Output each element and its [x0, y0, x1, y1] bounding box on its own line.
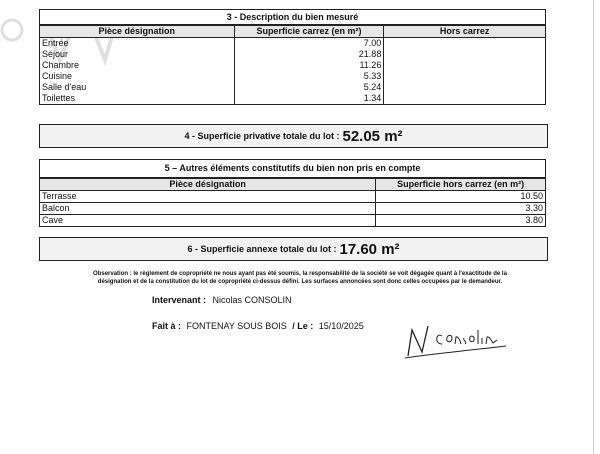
observation-line-2: désignation et de la constitution du lot de copropriété ci-dessus défini. Les surfaces annoncées sont donc celles occupées par le demandeur. — [97, 279, 503, 285]
section-5-header-row — [40, 179, 546, 191]
table-row — [40, 71, 546, 82]
intervenant-label: Intervenant : — [152, 295, 207, 305]
observation-line-1: Observation : le règlement de copropriété ne nous ayant pas été soumis, la responsabilité de la société se voit dégagée quant à l'exactitude de la — [93, 271, 507, 277]
total-privative-value: 52.05 m² — [342, 127, 403, 145]
observation-text — [50, 270, 550, 286]
table-row — [40, 191, 546, 203]
hors-carrez-value: 3.80 — [376, 215, 546, 227]
fait-date-label: / Le : — [292, 321, 314, 331]
hors-value — [384, 71, 546, 82]
carrez-value: 5.24 — [234, 82, 384, 93]
total-annexe-label: 6 - Superficie annexe totale du lot : — [187, 244, 337, 254]
total-annexe-value: 17.60 m² — [339, 240, 400, 258]
carrez-value: 1.34 — [234, 93, 384, 104]
total-privative-label: 4 - Superficie privative totale du lot : — [184, 131, 340, 141]
piece-name: Entrée — [40, 38, 235, 50]
section-3-table — [39, 25, 546, 104]
hors-value — [384, 60, 546, 71]
table-row — [40, 38, 546, 50]
piece-name: Salle d'eau — [40, 82, 235, 93]
piece-name: Terrasse — [40, 191, 376, 203]
carrez-value: 7.00 — [234, 38, 384, 50]
table-row — [40, 49, 546, 60]
hors-carrez-value: 3.30 — [376, 203, 546, 215]
hors-value — [384, 38, 546, 50]
page-edge — [593, 0, 594, 454]
total-annexe-box — [39, 237, 548, 261]
table-row — [40, 93, 546, 104]
fait-date: 15/10/2025 — [318, 321, 364, 331]
section-3 — [39, 9, 546, 105]
section-3-title: 3 - Description du bien mesuré — [39, 9, 546, 25]
col-header-piece: Pièce désignation — [40, 26, 235, 38]
col-header-hors: Hors carrez — [384, 26, 546, 38]
table-row — [40, 215, 546, 227]
total-privative-box — [39, 124, 548, 148]
piece-name: Cuisine — [40, 71, 235, 82]
hors-value — [384, 82, 546, 93]
section-3-header-row — [40, 26, 546, 38]
fait-line — [152, 321, 364, 331]
piece-name: Cave — [40, 215, 376, 227]
carrez-value: 11.26 — [234, 60, 384, 71]
section-5-table — [39, 178, 546, 226]
piece-name: Toilettes — [40, 93, 235, 104]
section-5 — [39, 159, 546, 227]
piece-name: Chambre — [40, 60, 235, 71]
carrez-value: 5.33 — [234, 71, 384, 82]
table-row — [40, 82, 546, 93]
section-5-title: 5 – Autres éléments constitutifs du bien non pris en compte — [39, 159, 546, 178]
fait-label: Fait à : — [152, 321, 182, 331]
col-header-hors-carrez: Superficie hors carrez (en m²) — [376, 179, 546, 191]
hors-value — [384, 49, 546, 60]
fait-place: FONTENAY SOUS BOIS — [186, 321, 287, 331]
intervenant-value: Nicolas CONSOLIN — [212, 295, 292, 305]
table-row — [40, 60, 546, 71]
hors-carrez-value: 10.50 — [376, 191, 546, 203]
piece-name: Balcon — [40, 203, 376, 215]
col-header-carrez: Superficie carrez (en m²) — [234, 26, 384, 38]
intervenant-line — [152, 295, 292, 305]
piece-name: Séjour — [40, 49, 235, 60]
hors-value — [384, 93, 546, 104]
signature-image — [402, 316, 512, 360]
table-row — [40, 203, 546, 215]
col-header-piece-annexe: Pièce désignation — [40, 179, 376, 191]
carrez-value: 21.88 — [234, 49, 384, 60]
